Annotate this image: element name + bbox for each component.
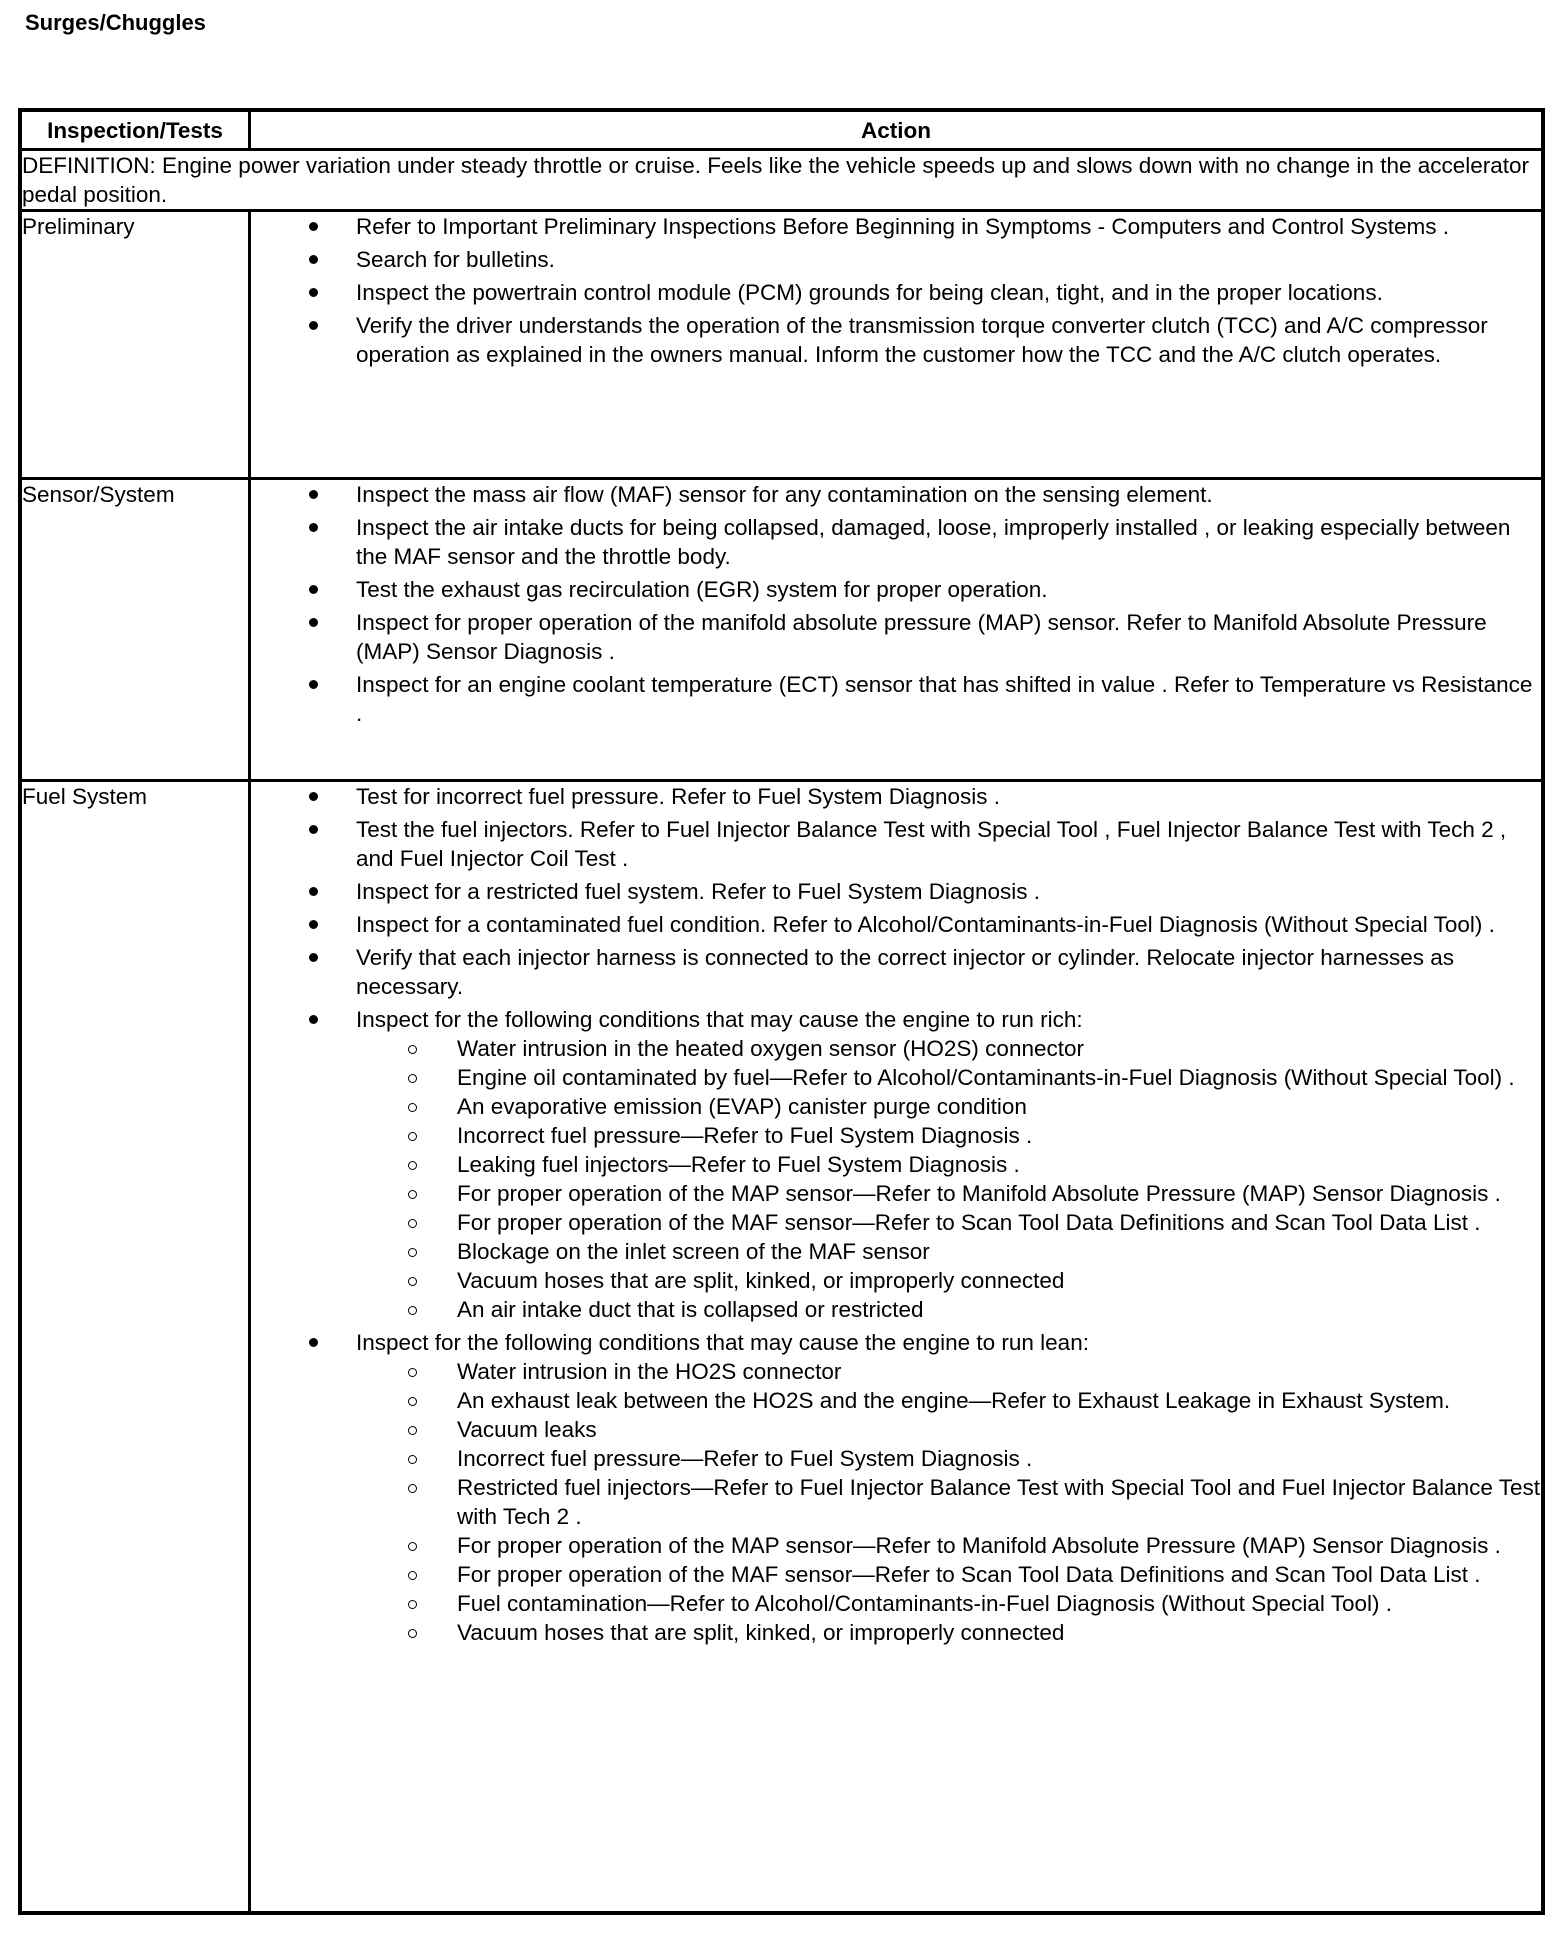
list-item: Inspect for a contaminated fuel condition. Refer to Alcohol/Contaminants-in-Fuel Diagnosis (Without Special Tool) .	[251, 910, 1541, 939]
actions-fuel-system	[250, 781, 1544, 1913]
list-item: Refer to Important Preliminary Inspections Before Beginning in Symptoms - Computers and Control Systems .	[251, 212, 1541, 241]
sub-list-item: Fuel contamination—Refer to Alcohol/Contaminants-in-Fuel Diagnosis (Without Special Tool) .	[356, 1589, 1541, 1618]
header-action: Action	[250, 110, 1544, 150]
diagnostic-table	[18, 108, 1545, 1915]
list-item: Search for bulletins.	[251, 245, 1541, 274]
sub-list-item: For proper operation of the MAF sensor—Refer to Scan Tool Data Definitions and Scan Tool Data List .	[356, 1560, 1541, 1589]
sub-list-item: For proper operation of the MAP sensor—Refer to Manifold Absolute Pressure (MAP) Sensor Diagnosis .	[356, 1531, 1541, 1560]
sub-list-item: Water intrusion in the heated oxygen sensor (HO2S) connector	[356, 1034, 1541, 1063]
sub-list-item: Incorrect fuel pressure—Refer to Fuel System Diagnosis .	[356, 1444, 1541, 1473]
category-preliminary: Preliminary	[20, 211, 250, 479]
action-list	[251, 212, 1541, 369]
sub-list-item: An evaporative emission (EVAP) canister purge condition	[356, 1092, 1541, 1121]
actions-sensor-system	[250, 479, 1544, 781]
sub-list-item: Vacuum hoses that are split, kinked, or improperly connected	[356, 1618, 1541, 1647]
sub-list-item: Incorrect fuel pressure—Refer to Fuel System Diagnosis .	[356, 1121, 1541, 1150]
definition-text: DEFINITION: Engine power variation under steady throttle or cruise. Feels like the vehicle speeds up and slows down with no change in the accelerator pedal position.	[20, 150, 1543, 211]
category-fuel-system: Fuel System	[20, 781, 250, 1913]
lean-condition-list	[356, 1357, 1541, 1647]
sub-list-item: Blockage on the inlet screen of the MAF sensor	[356, 1237, 1541, 1266]
list-item-rich-conditions	[251, 1005, 1541, 1324]
rich-condition-list	[356, 1034, 1541, 1324]
list-item: Test for incorrect fuel pressure. Refer to Fuel System Diagnosis .	[251, 782, 1541, 811]
actions-preliminary	[250, 211, 1544, 479]
sub-list-item: For proper operation of the MAP sensor—Refer to Manifold Absolute Pressure (MAP) Sensor Diagnosis .	[356, 1179, 1541, 1208]
sub-list-item: Restricted fuel injectors—Refer to Fuel Injector Balance Test with Special Tool and Fuel Injector Balance Test with Tech 2 .	[356, 1473, 1541, 1531]
list-item: Inspect for a restricted fuel system. Refer to Fuel System Diagnosis .	[251, 877, 1541, 906]
sub-list-item: Engine oil contaminated by fuel—Refer to Alcohol/Contaminants-in-Fuel Diagnosis (Without Special Tool) .	[356, 1063, 1541, 1092]
header-row	[20, 110, 1543, 150]
table-row-sensor-system	[20, 479, 1543, 781]
page-title: Surges/Chuggles	[25, 10, 206, 35]
category-sensor-system: Sensor/System	[20, 479, 250, 781]
sub-list-item: For proper operation of the MAF sensor—Refer to Scan Tool Data Definitions and Scan Tool Data List .	[356, 1208, 1541, 1237]
table-row-preliminary	[20, 211, 1543, 479]
sub-list-item: An exhaust leak between the HO2S and the engine—Refer to Exhaust Leakage in Exhaust System.	[356, 1386, 1541, 1415]
list-item: Test the fuel injectors. Refer to Fuel Injector Balance Test with Special Tool , Fuel Injector Balance Test with Tech 2 , and Fuel Injector Coil Test .	[251, 815, 1541, 873]
action-list	[251, 480, 1541, 728]
sub-list-item: Vacuum leaks	[356, 1415, 1541, 1444]
list-item: Inspect the air intake ducts for being collapsed, damaged, loose, improperly installed , or leaking especially between the MAF sensor and the throttle body.	[251, 513, 1541, 571]
list-item-lean-conditions	[251, 1328, 1541, 1647]
list-item: Inspect for an engine coolant temperature (ECT) sensor that has shifted in value . Refer to Temperature vs Resistance .	[251, 670, 1541, 728]
definition-row	[20, 150, 1543, 211]
list-item: Inspect the powertrain control module (PCM) grounds for being clean, tight, and in the proper locations.	[251, 278, 1541, 307]
sub-list-item: Water intrusion in the HO2S connector	[356, 1357, 1541, 1386]
list-item: Verify that each injector harness is connected to the correct injector or cylinder. Relocate injector harnesses as necessary.	[251, 943, 1541, 1001]
sub-list-item: Vacuum hoses that are split, kinked, or improperly connected	[356, 1266, 1541, 1295]
list-item: Inspect the mass air flow (MAF) sensor for any contamination on the sensing element.	[251, 480, 1541, 509]
table-row-fuel-system	[20, 781, 1543, 1913]
action-list	[251, 782, 1541, 1647]
header-inspection-tests: Inspection/Tests	[20, 110, 250, 150]
sub-list-item: An air intake duct that is collapsed or restricted	[356, 1295, 1541, 1324]
sub-list-item: Leaking fuel injectors—Refer to Fuel System Diagnosis .	[356, 1150, 1541, 1179]
list-item: Test the exhaust gas recirculation (EGR) system for proper operation.	[251, 575, 1541, 604]
rich-intro: Inspect for the following conditions that may cause the engine to run rich:	[356, 1007, 1083, 1032]
list-item: Inspect for proper operation of the manifold absolute pressure (MAP) sensor. Refer to Manifold Absolute Pressure (MAP) Sensor Diagnosis .	[251, 608, 1541, 666]
lean-intro: Inspect for the following conditions that may cause the engine to run lean:	[356, 1330, 1089, 1355]
list-item: Verify the driver understands the operation of the transmission torque converter clutch (TCC) and A/C compressor operation as explained in the owners manual. Inform the customer how the TCC and the A/C clutch operates.	[251, 311, 1541, 369]
